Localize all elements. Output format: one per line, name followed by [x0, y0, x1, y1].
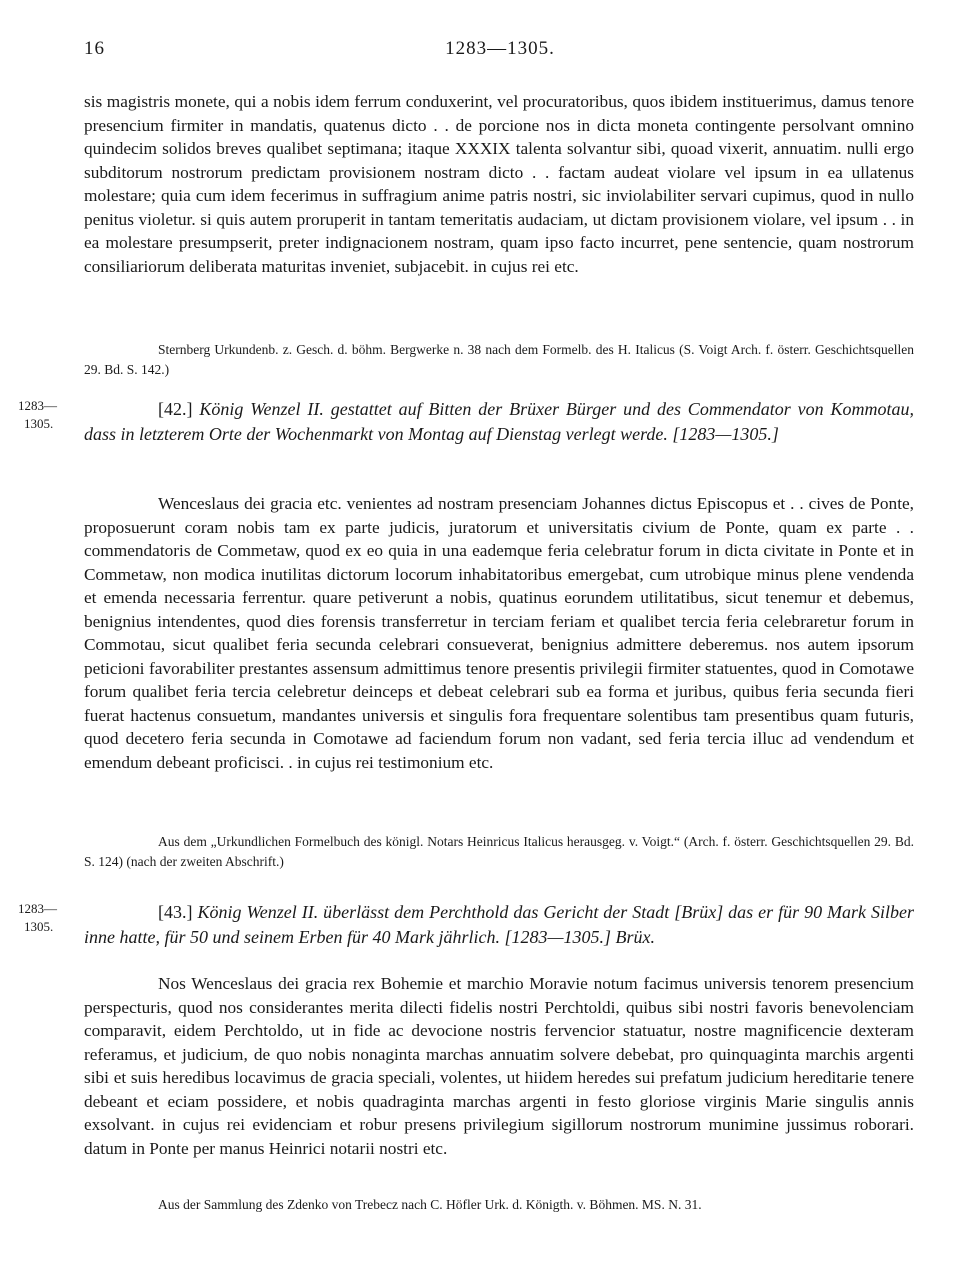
document-summary-43: König Wenzel II. überlässt dem Perchthold das Gericht der Stadt [Brüx] das er für 90 Mark Silber inne hatte, für 50 und seinem Erben für 40 Mark jährlich. [1283—1305.] Brüx. — [84, 902, 914, 947]
document-text-43: Nos Wenceslaus dei gracia rex Bohemie et marchio Moravie notum facimus universis tenorem presencium perspecturis, quod nos considerantes merita dilecti fidelis nostri Perchtoldi, quibus sibi nostri favoris benevolenciam comparavit, eidem Perchtoldo, ut in fide ac devocione nostris fervencior statuatur, nostre magnificencie dexteram referamus, et judicium, de quo nobis nonaginta marchas annuatim solvere debebat, pro quinquaginta marchis argenti sibi et suis heredibus locavimus de gracia speciali, volentes, ut hiidem heredes sui prefatum judicium hereditarie tenere debeant et eciam possidere, et nobis quadraginta marchas argenti in festo gloriose virginis Marie singulis annis exsolvant. in cujus rei evidenciam et robur presens privilegium sigillorum nostrorum muniminе jussimus roborari. datum in Ponte per manus Heinrici notarii nostri etc. — [84, 974, 914, 1158]
document-number-43: [43.] — [158, 902, 193, 922]
margin-date-42-line2: 1305. — [24, 416, 54, 431]
page-number: 16 — [84, 38, 105, 59]
margin-date-43 — [18, 900, 78, 936]
margin-date-42 — [18, 397, 78, 433]
margin-date-43-line1: 1283— — [18, 901, 57, 916]
continuation-paragraph: sis magistris monete, qui a nobis idem ferrum conduxerint, vel procuratoribus, quos ibidem instituerimus, damus tenore presencium firmiter in mandatis, quatenus dicto . . de porcione nos in dicta moneta contingente persolvant omnino quindecim solidos breves qualibet septimana; itaque XXXIX talenta solvantur sibi, quoad vixerit, annuatim. nulli ergo subditorum nostrorum predictam provisionem nostram dicto . . factam audeat violare vel ipsum in ea ullatenus molestare; quia cum idem fecerimus in suffragium anime patris nostri, sic inviolabiliter servari cupimus, quod in nullo penitus violetur. si quis autem proruperit in tantam temeritatis audaciam, ut dictam provisionem violare, vel ipsum . . in ea molestare presumpserit, preter indignacionem nostram, quam ipso facto incurret, pene sentencie, quam nostrorum consiliariorum deliberata maturitas inveniet, subjacebit. in cujus rei etc. — [84, 92, 914, 276]
document-summary-42: König Wenzel II. gestattet auf Bitten der Brüxer Bürger und des Commendator von Kommotau, dass in letzterem Orte der Wochenmarkt von Montag auf Dienstag verlegt werde. [1283—1305.] — [84, 399, 915, 444]
document-heading-43 — [84, 900, 914, 950]
page-header — [84, 38, 916, 68]
source-note-42: Aus dem „Urkundlichen Formelbuch des königl. Notars Heinricus Italicus herausgeg. v. Voigt.“ (Arch. f. österr. Geschichtsquellen 29. Bd. S. 124) (nach der zweiten Abschrift.) — [84, 834, 914, 869]
document-number-42: [42.] — [158, 399, 193, 419]
margin-date-42-line1: 1283— — [18, 398, 57, 413]
document-text-42: Wenceslaus dei gracia etc. venientes ad nostram presenciam Johannes dictus Episcopus et . . cives de Ponte, proposuerunt coram nobis tam ex parte judicis, juratorum et universitatis civium de Ponte, quam ex parte . . commendatoris de Commetaw, quod ex eo quia in una eademque feria celebratur forum in dicta civitate in Ponte et in Commetaw, non modica inutilitas dictorum locorum inhabitatoribus emergebat, cum utrobique minus plene vendenda et emenda necessaria ferrentur. quare petiverunt a nobis, quatinus eorundem utilitatibus, sicut tenemur et debemus, benignius intendentes, quod dies forensis transferretur in terciam feriam et qualibet tercia feria celebraretur forum in Commotau, sicut qualibet feria secunda celebrari consueverat, benignius admittere deberemus. nos autem ipsorum peticioni favorabiliter prestantes assensum admittimus tenore presentis privilegii firmiter statuentes, quod in Comotawe forum qualibet feria tercia celebretur deinceps et debeat celebrari sub ea forma et juribus, quibus feria secunda fieri fuerat hactenus consuetum, mandantes universis et singulis fora frequentare solentibus tam presentibus quam futuris, quod decetero feria secunda in Comotawe ad faciendum forum non vadant, sed feria tercia illuc ad vendendum et emendum debeant proficisci. . in cujus rei testimonium etc. — [84, 494, 914, 772]
margin-date-43-line2: 1305. — [24, 919, 54, 934]
source-note-43: Aus der Sammlung des Zdenko von Trebecz nach C. Höfler Urk. d. Königth. v. Böhmen. MS. N. 31. — [158, 1197, 702, 1212]
document-heading-42 — [84, 397, 914, 447]
running-head: 1283—1305. — [445, 38, 555, 59]
source-note-1: Sternberg Urkundenb. z. Gesch. d. böhm. Bergwerke n. 38 nach dem Formelb. des H. Italicus (S. Voigt Arch. f. österr. Geschichtsquellen 29. Bd. S. 142.) — [84, 342, 914, 377]
